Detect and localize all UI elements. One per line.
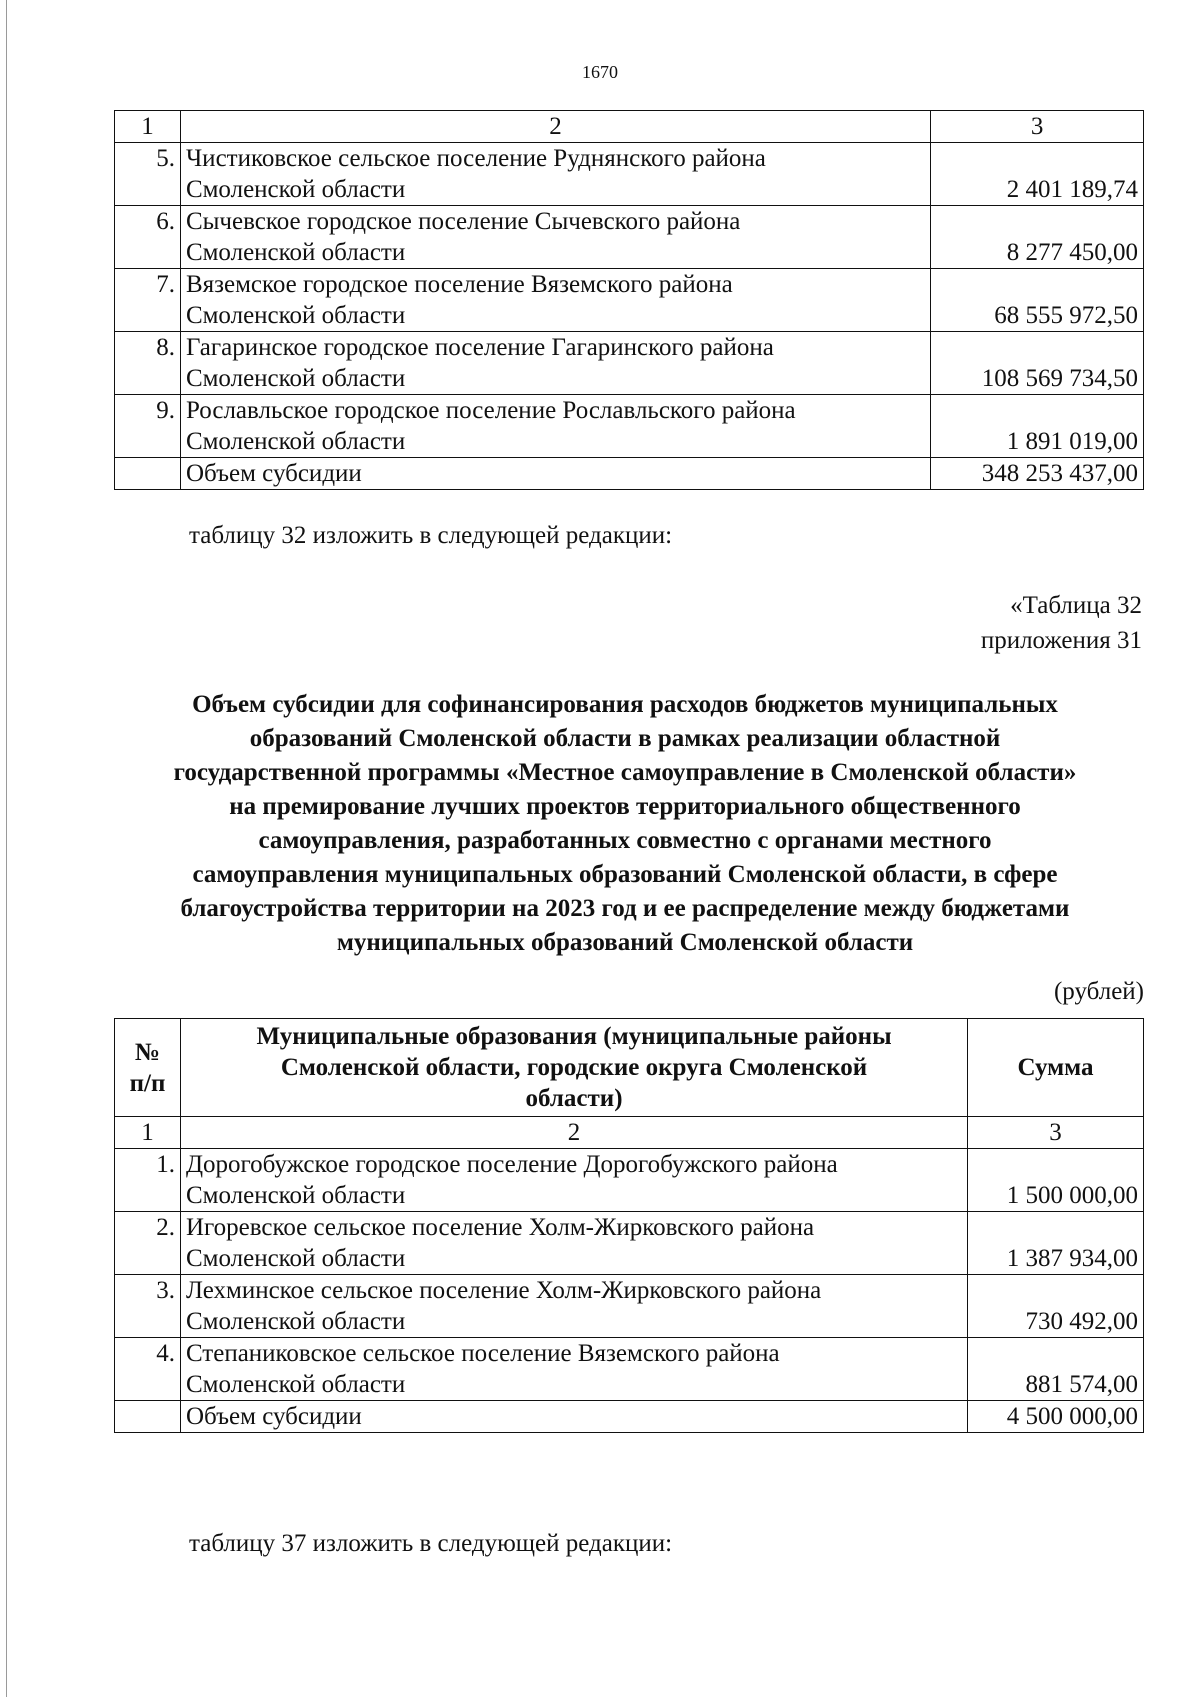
col-index-1: 1 (115, 111, 181, 143)
municipality-name: Рославльское городское поселение Рославльского района Смоленской области (180, 395, 930, 458)
table-row (115, 269, 1144, 332)
total-amount: 348 253 437,00 (931, 458, 1144, 490)
page-number: 1670 (582, 62, 618, 82)
row-number: 4. (115, 1338, 181, 1401)
title-line: государственной программы «Местное самоуправление в Смоленской области» (173, 759, 1077, 786)
instruction-paragraph-2: таблицу 37 изложить в следующей редакции: (189, 1530, 673, 1557)
municipality-name: Игоревское сельское поселение Холм-Жирковского района Смоленской области (180, 1212, 967, 1275)
row-number: 5. (115, 143, 181, 206)
header-sum: Сумма (968, 1019, 1144, 1117)
table-index-row (115, 1117, 1144, 1149)
subsidy-amount: 730 492,00 (968, 1275, 1144, 1338)
municipality-name: Гагаринское городское поселение Гагаринского района Смоленской области (180, 332, 930, 395)
subsidy-amount: 1 891 019,00 (931, 395, 1144, 458)
table-row (115, 1212, 1144, 1275)
col-index-3: 3 (968, 1117, 1144, 1149)
subsidy-amount: 8 277 450,00 (931, 206, 1144, 269)
total-number-cell (115, 458, 181, 490)
col-index-3: 3 (931, 111, 1144, 143)
col-index-2: 2 (180, 1117, 967, 1149)
page-edge-line (6, 0, 7, 1697)
total-amount: 4 500 000,00 (968, 1401, 1144, 1433)
table-reference-line-2: приложения 31 (980, 627, 1142, 654)
header-number: № п/п (115, 1019, 181, 1117)
subsidy-amount: 2 401 189,74 (931, 143, 1144, 206)
municipality-name: Лехминское сельское поселение Холм-Жирковского района Смоленской области (180, 1275, 967, 1338)
table-reference-line-1: «Таблица 32 (1010, 592, 1142, 619)
title-line: муниципальных образований Смоленской области (336, 929, 914, 956)
table-reference (981, 588, 1142, 658)
table-title (100, 688, 1150, 960)
municipality-name: Степаниковское сельское поселение Вяземского района Смоленской области (180, 1338, 967, 1401)
table-row (115, 143, 1144, 206)
table-header-row (115, 1019, 1144, 1117)
row-number: 7. (115, 269, 181, 332)
subsidy-amount: 108 569 734,50 (931, 332, 1144, 395)
row-number: 1. (115, 1149, 181, 1212)
municipality-name: Вяземское городское поселение Вяземского района Смоленской области (180, 269, 930, 332)
subsidy-table-continued (114, 110, 1144, 490)
col-index-1: 1 (115, 1117, 181, 1149)
table-row (115, 1149, 1144, 1212)
row-number: 6. (115, 206, 181, 269)
header-municipality: Муниципальные образования (муниципальные районы Смоленской области, городские округа Смоленской области) (180, 1019, 967, 1117)
subsidy-amount: 1 500 000,00 (968, 1149, 1144, 1212)
table-row (115, 206, 1144, 269)
row-number: 8. (115, 332, 181, 395)
table-row (115, 395, 1144, 458)
unit-note: (рублей) (1053, 978, 1144, 1005)
table-total-row (115, 1401, 1144, 1433)
municipality-name: Дорогобужское городское поселение Дорогобужского района Смоленской области (180, 1149, 967, 1212)
row-number: 2. (115, 1212, 181, 1275)
subsidy-table-32 (114, 1018, 1144, 1433)
title-line: самоуправления муниципальных образований Смоленской области, в сфере (192, 861, 1058, 888)
table-row (115, 1338, 1144, 1401)
total-label: Объем субсидии (180, 1401, 967, 1433)
title-line: образований Смоленской области в рамках реализации областной (249, 725, 1001, 752)
subsidy-amount: 68 555 972,50 (931, 269, 1144, 332)
instruction-paragraph-1: таблицу 32 изложить в следующей редакции: (189, 522, 673, 549)
row-number: 9. (115, 395, 181, 458)
subsidy-amount: 881 574,00 (968, 1338, 1144, 1401)
municipality-name: Чистиковское сельское поселение Руднянского района Смоленской области (180, 143, 930, 206)
table-row (115, 332, 1144, 395)
municipality-name: Сычевское городское поселение Сычевского района Смоленской области (180, 206, 930, 269)
row-number: 3. (115, 1275, 181, 1338)
subsidy-amount: 1 387 934,00 (968, 1212, 1144, 1275)
title-line: благоустройства территории на 2023 год и ее распределение между бюджетами (180, 895, 1070, 922)
title-line: на премирование лучших проектов территориального общественного (229, 793, 1021, 820)
col-index-2: 2 (180, 111, 930, 143)
table-row (115, 1275, 1144, 1338)
table-total-row (115, 458, 1144, 490)
table-index-row (115, 111, 1144, 143)
title-line: самоуправления, разработанных совместно с органами местного (258, 827, 992, 854)
title-line: Объем субсидии для софинансирования расходов бюджетов муниципальных (192, 691, 1058, 718)
total-number-cell (115, 1401, 181, 1433)
total-label: Объем субсидии (180, 458, 930, 490)
